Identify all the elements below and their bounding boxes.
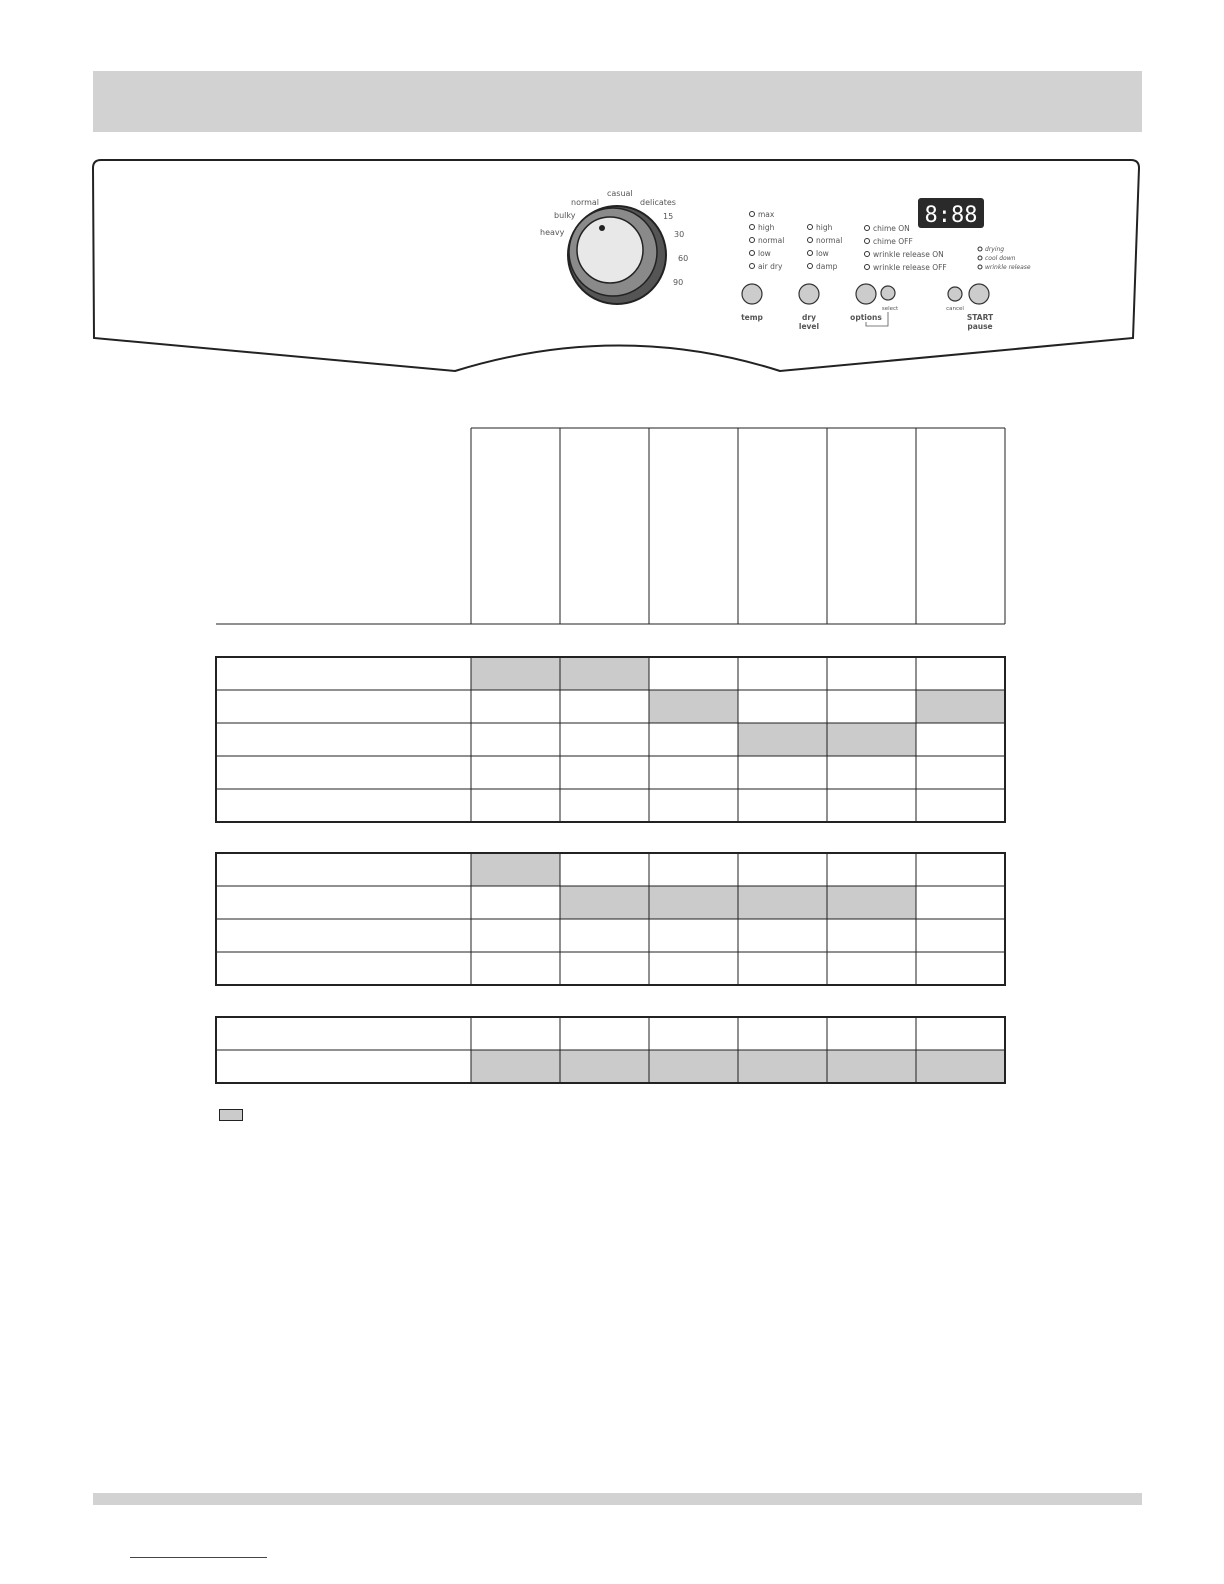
svg-text:air dry: air dry xyxy=(758,262,783,271)
table-cell-shaded xyxy=(649,886,738,919)
table-cell xyxy=(560,789,649,822)
svg-text:damp: damp xyxy=(816,262,838,271)
dial-label-heavy: heavy xyxy=(540,228,565,237)
table-cell-shaded xyxy=(649,1050,738,1083)
options-button-label: options xyxy=(850,313,882,322)
svg-text:wrinkle release: wrinkle release xyxy=(985,264,1031,271)
table-cell-shaded xyxy=(827,886,916,919)
table-cell-shaded xyxy=(738,723,827,756)
table-cell xyxy=(649,756,738,789)
table-row-label-cell xyxy=(216,886,471,919)
select-button-label: select xyxy=(881,306,899,312)
temp-button-label: temp xyxy=(741,313,763,322)
table-cell xyxy=(560,1017,649,1050)
table-cell xyxy=(738,756,827,789)
dial-label-bulky: bulky xyxy=(554,211,576,220)
dial-label-normal: normal xyxy=(571,198,600,207)
table-cell xyxy=(738,853,827,886)
svg-text:wrinkle release OFF: wrinkle release OFF xyxy=(873,263,947,272)
svg-text:START: START xyxy=(966,313,994,322)
table-cell xyxy=(560,723,649,756)
dial-label-15: 15 xyxy=(663,212,674,221)
table-cell xyxy=(471,789,560,822)
table-cell xyxy=(649,657,738,690)
table-cell xyxy=(560,853,649,886)
svg-text:drying: drying xyxy=(985,246,1005,253)
table-cell xyxy=(649,723,738,756)
table-cell xyxy=(916,853,1005,886)
table-cell-shaded xyxy=(738,1050,827,1083)
svg-text:normal: normal xyxy=(758,236,785,245)
table-row-label-cell xyxy=(216,1050,471,1083)
table-cell xyxy=(471,1017,560,1050)
svg-text:chime OFF: chime OFF xyxy=(873,237,913,246)
svg-text:high: high xyxy=(816,223,833,232)
table-cell-shaded xyxy=(916,1050,1005,1083)
svg-text:low: low xyxy=(758,249,771,258)
table-cell xyxy=(649,853,738,886)
table-cell xyxy=(827,690,916,723)
table-row-label-cell xyxy=(216,657,471,690)
table-cell xyxy=(916,657,1005,690)
table-row-label-cell xyxy=(216,756,471,789)
table-row-label-cell xyxy=(216,952,471,985)
dial-label-30: 30 xyxy=(674,230,685,239)
table-cell xyxy=(916,789,1005,822)
svg-text:high: high xyxy=(758,223,775,232)
table-cell-shaded xyxy=(560,886,649,919)
table-cell xyxy=(471,919,560,952)
table-cell xyxy=(738,690,827,723)
table-cell xyxy=(560,952,649,985)
table-row-label-cell xyxy=(216,723,471,756)
table-cell xyxy=(738,657,827,690)
table-row-label-cell xyxy=(216,919,471,952)
table-cell xyxy=(649,789,738,822)
svg-text:chime ON: chime ON xyxy=(873,224,910,233)
table-cell xyxy=(916,919,1005,952)
table-cell xyxy=(827,1017,916,1050)
svg-text:normal: normal xyxy=(816,236,843,245)
dial-label-delicates: delicates xyxy=(640,198,676,207)
svg-text:cool down: cool down xyxy=(985,255,1016,262)
table-cell xyxy=(827,657,916,690)
table-cell xyxy=(916,952,1005,985)
dial-label-60: 60 xyxy=(678,254,689,263)
time-display-value: 8:88 xyxy=(924,203,978,228)
dial-label-90: 90 xyxy=(673,278,684,287)
table-cell xyxy=(827,756,916,789)
table-cell xyxy=(827,789,916,822)
table-cell xyxy=(560,690,649,723)
table-cell xyxy=(738,919,827,952)
table-cell-shaded xyxy=(560,1050,649,1083)
table-row-label-cell xyxy=(216,690,471,723)
table-cell xyxy=(738,952,827,985)
legend-shaded-swatch xyxy=(219,1109,243,1121)
table-cell xyxy=(827,919,916,952)
table-row-label-cell xyxy=(216,853,471,886)
table-cell xyxy=(738,789,827,822)
svg-text:wrinkle release ON: wrinkle release ON xyxy=(873,250,944,259)
table-cell xyxy=(916,756,1005,789)
table-cell xyxy=(471,886,560,919)
table-cell-shaded xyxy=(916,690,1005,723)
table-cell xyxy=(827,853,916,886)
table-cell xyxy=(560,919,649,952)
table-cell-shaded xyxy=(471,853,560,886)
cancel-button-label: cancel xyxy=(946,306,964,312)
footer-link-underline[interactable] xyxy=(130,1557,267,1558)
table-cell xyxy=(471,756,560,789)
table-cell xyxy=(471,690,560,723)
table-row-label-cell xyxy=(216,1017,471,1050)
svg-text:dry: dry xyxy=(802,313,816,322)
table-cell xyxy=(649,1017,738,1050)
table-cell xyxy=(916,723,1005,756)
svg-text:low: low xyxy=(816,249,829,258)
table-cell-shaded xyxy=(471,1050,560,1083)
table-cell-shaded xyxy=(649,690,738,723)
table-cell xyxy=(560,756,649,789)
footer-bar xyxy=(93,1493,1142,1505)
table-cell-shaded xyxy=(738,886,827,919)
table-cell xyxy=(471,952,560,985)
table-row-label-cell xyxy=(216,789,471,822)
svg-text:level: level xyxy=(798,322,820,331)
table-cell xyxy=(471,723,560,756)
table-cell-shaded xyxy=(560,657,649,690)
table-cell-shaded xyxy=(471,657,560,690)
table-cell xyxy=(738,1017,827,1050)
table-cell-shaded xyxy=(827,723,916,756)
table-cell xyxy=(649,952,738,985)
svg-text:max: max xyxy=(758,210,775,219)
table-cell xyxy=(827,952,916,985)
dial-label-casual: casual xyxy=(607,189,633,198)
svg-text:pause: pause xyxy=(967,322,993,331)
table-cell xyxy=(649,919,738,952)
table-cell xyxy=(916,1017,1005,1050)
table-cell-shaded xyxy=(827,1050,916,1083)
table-cell xyxy=(916,886,1005,919)
